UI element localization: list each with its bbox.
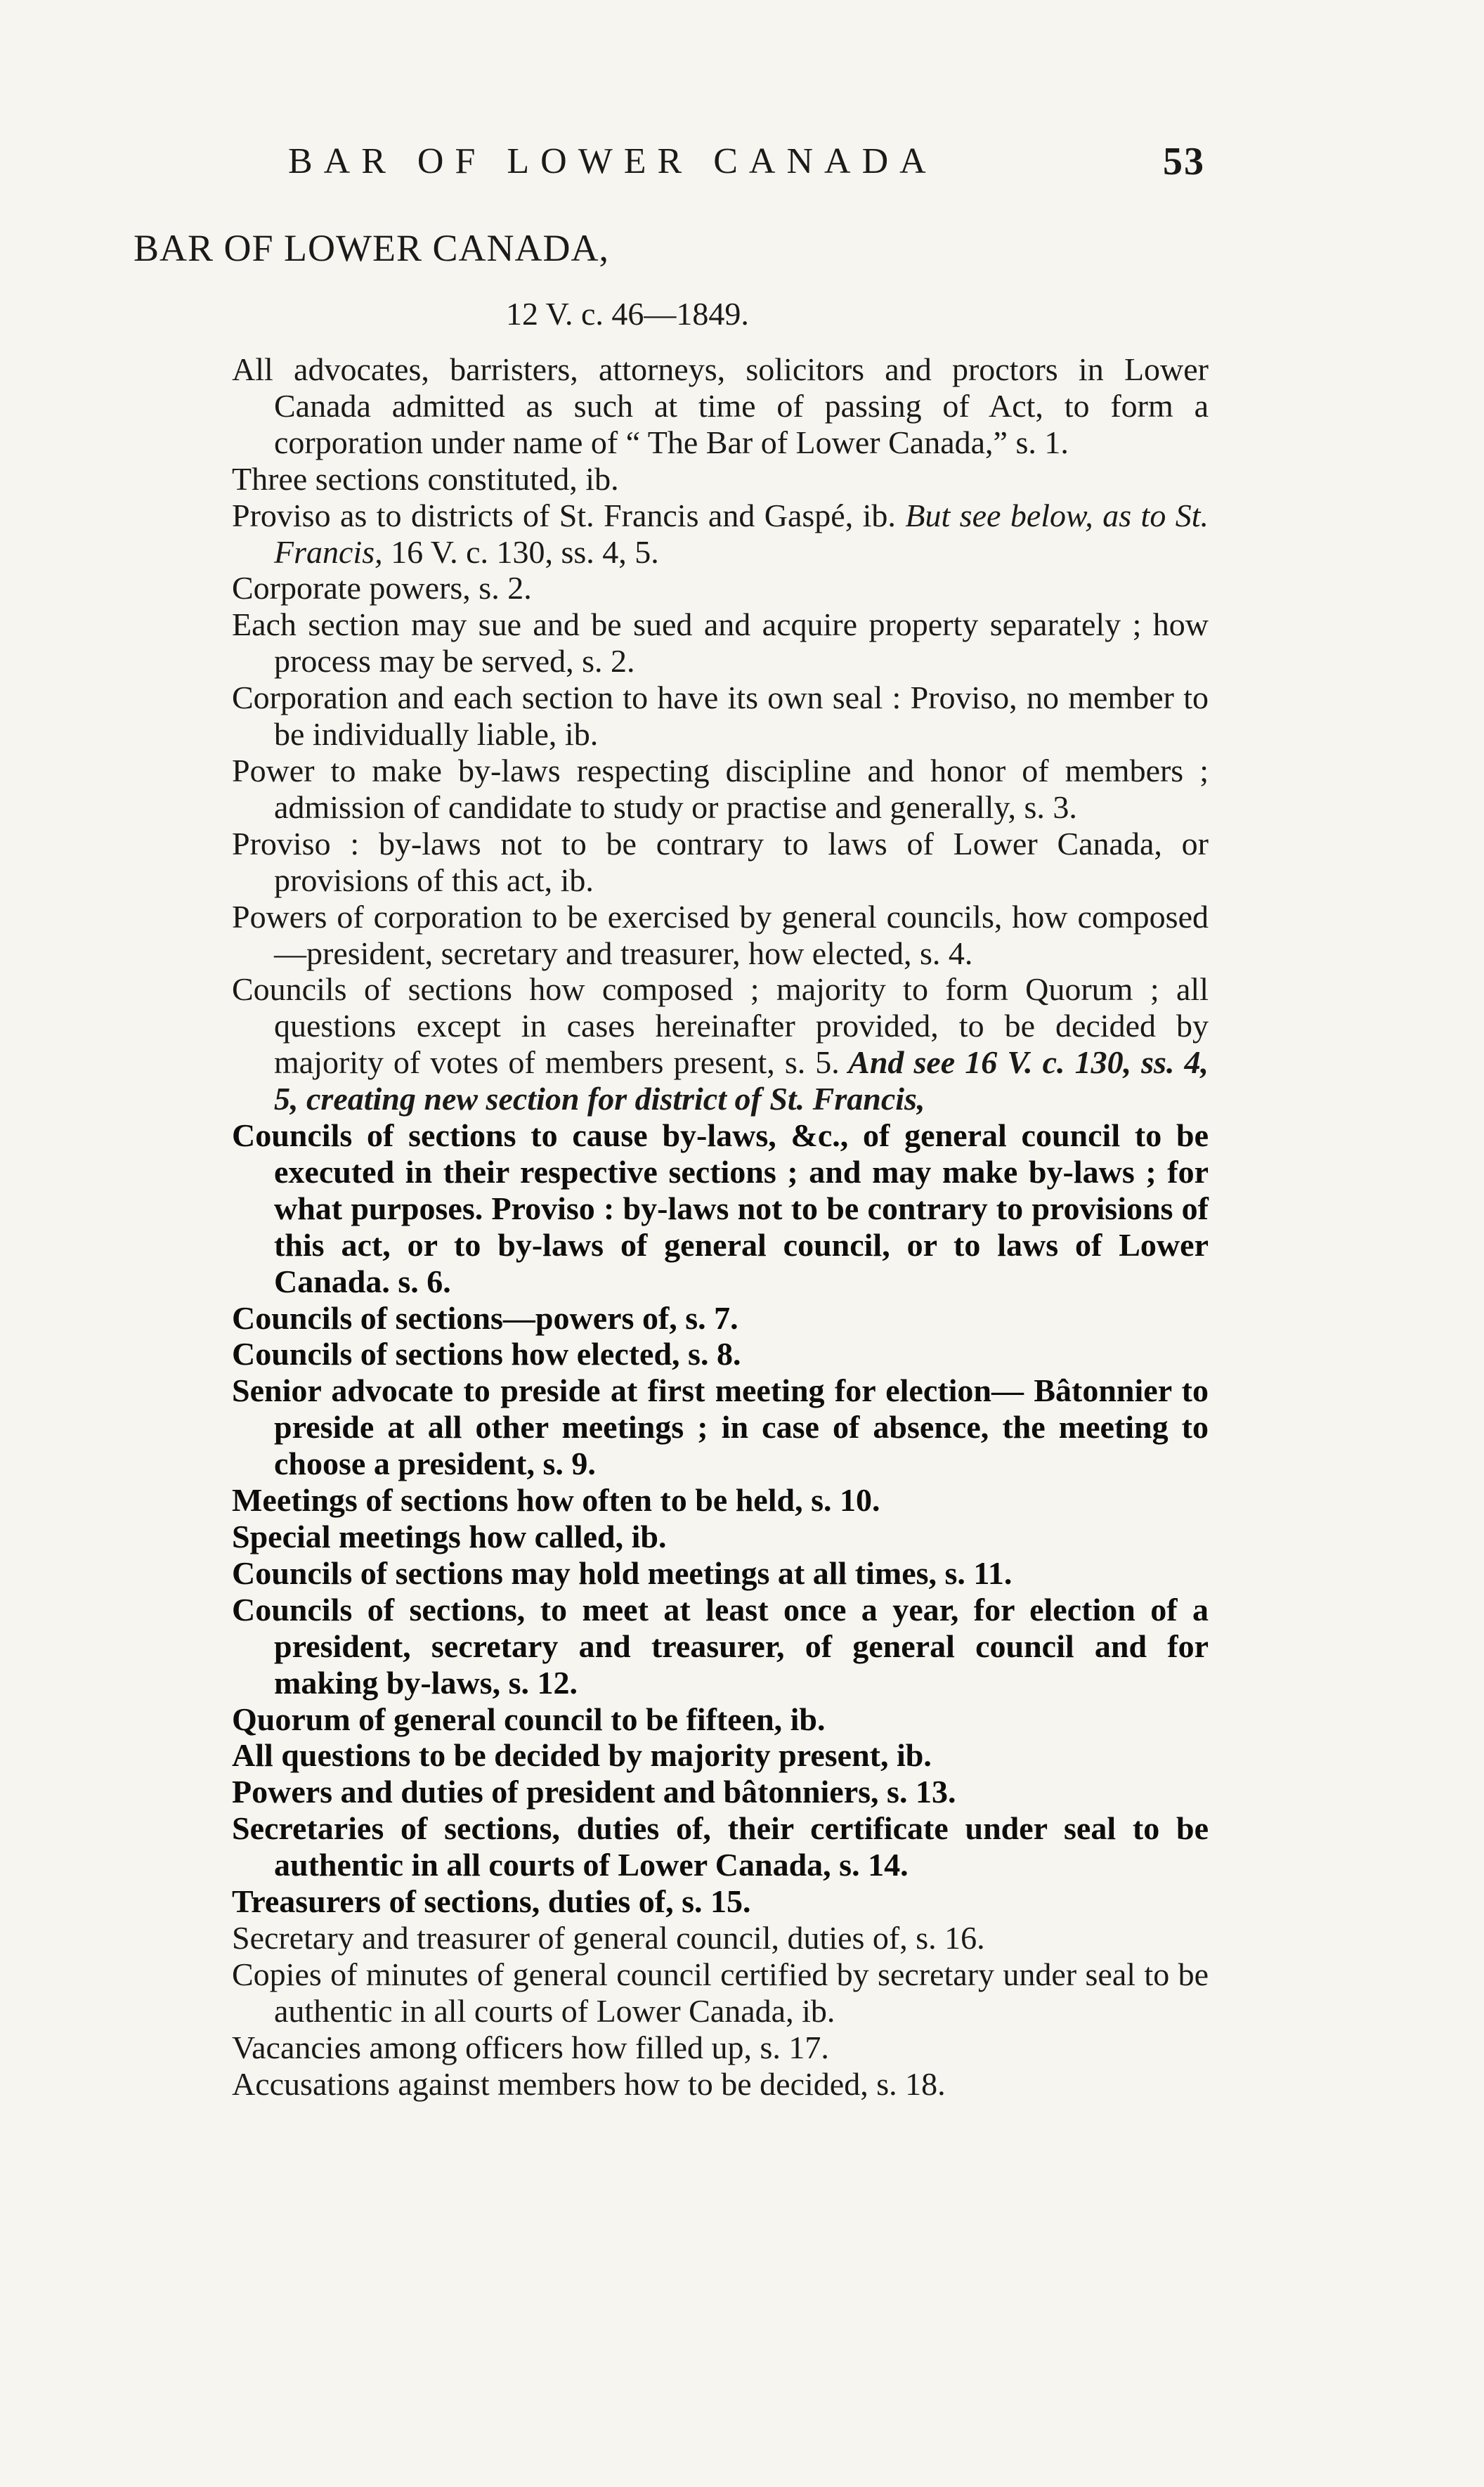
index-entry: Senior advocate to preside at first meeting for election— Bâtonnier to preside at all other meetings ; in case of absence, the meeting to choose a president, s. 9. bbox=[232, 1372, 1209, 1482]
index-entry: Each section may sue and be sued and acquire property separately ; how process may be served, s. 2. bbox=[232, 606, 1209, 680]
index-entry: Secretaries of sections, duties of, their certificate under seal to be authentic in all courts of Lower Canada, s. 14. bbox=[232, 1810, 1209, 1883]
index-entry: Corporate powers, s. 2. bbox=[232, 570, 532, 606]
index-entry: Copies of minutes of general council certified by secretary under seal to be authentic in all courts of Lower Canada, ib. bbox=[232, 1956, 1209, 2029]
index-entry: Secretary and treasurer of general council, duties of, s. 16. bbox=[232, 1919, 985, 1956]
index-entry: Special meetings how called, ib. bbox=[232, 1519, 667, 1554]
section-title: BAR OF LOWER CANADA, bbox=[134, 227, 610, 269]
page-number: 53 bbox=[1163, 140, 1205, 183]
index-entry: Meetings of sections how often to be held, s. 10. bbox=[232, 1482, 880, 1519]
cross-reference: But see below, as to St. Francis, bbox=[274, 497, 1209, 570]
index-entry: Councils of sections how elected, s. 8. bbox=[232, 1336, 741, 1372]
cross-reference: And see 16 V. c. 130, ss. 4, 5, creating new section for district of St. Francis, bbox=[274, 1044, 1209, 1117]
index-entry: All advocates, barristers, attorneys, solicitors and proctors in Lower Canada admitted as such at time of passing of Act, to form a corporation under name of “ The Bar of Lower Canada,” s. 1. bbox=[232, 351, 1209, 460]
index-entry: Councils of sections to cause by-laws, &c., of general council to be executed in their respective sections ; and may make by-laws ; for what purposes. Proviso : by-laws not to be contrary to provisions of this act, or to by-laws of general council, or to laws of Lower Canada. s. 6. bbox=[232, 1117, 1209, 1299]
index-entry: All questions to be decided by majority present, ib. bbox=[232, 1737, 932, 1774]
index-entry: Three sections constituted, ib. bbox=[232, 460, 619, 497]
index-entry: Corporation and each section to have its own seal : Proviso, no member to be individually liable, ib. bbox=[232, 680, 1209, 753]
index-entry: Accusations against members how to be decided, s. 18. bbox=[232, 2065, 946, 2102]
index-entry: Powers of corporation to be exercised by general councils, how composed—president, secretary and treasurer, how elected, s. 4. bbox=[232, 898, 1209, 971]
running-head: BAR OF LOWER CANADA bbox=[288, 141, 937, 181]
index-entry: Proviso : by-laws not to be contrary to laws of Lower Canada, or provisions of this act, ib. bbox=[232, 825, 1209, 898]
index-entry: Treasurers of sections, duties of, s. 15. bbox=[232, 1883, 751, 1920]
index-entry: Proviso as to districts of St. Francis and Gaspé, ib. But see below, as to St. Francis, 16 V. c. 130, ss. 4, 5. bbox=[232, 497, 1209, 570]
index-entry: Councils of sections may hold meetings at all times, s. 11. bbox=[232, 1554, 1013, 1591]
index-entry: Power to make by-laws respecting discipline and honor of members ; admission of candidate to study or practise and generally, s. 3. bbox=[232, 752, 1209, 825]
statute-reference: 12 V. c. 46—1849. bbox=[506, 296, 749, 332]
index-entry: Vacancies among officers how filled up, s. 17. bbox=[232, 2029, 829, 2065]
index-entry: Councils of sections, to meet at least once a year, for election of a president, secretary and treasurer, of general council and for making by-laws, s. 12. bbox=[232, 1591, 1209, 1701]
index-entry: Councils of sections—powers of, s. 7. bbox=[232, 1299, 738, 1336]
index-entry: Councils of sections how composed ; majority to form Quorum ; all questions except in cases hereinafter provided, to be decided by majority of votes of members present, s. 5. And see 16 V. c. 130, ss. 4, 5, creating new section for district of St. Francis, bbox=[232, 971, 1209, 1117]
index-entry: Quorum of general council to be fifteen, ib. bbox=[232, 1701, 826, 1737]
index-entry: Powers and duties of president and bâtonniers, s. 13. bbox=[232, 1774, 956, 1810]
index-entries bbox=[232, 351, 1209, 2103]
